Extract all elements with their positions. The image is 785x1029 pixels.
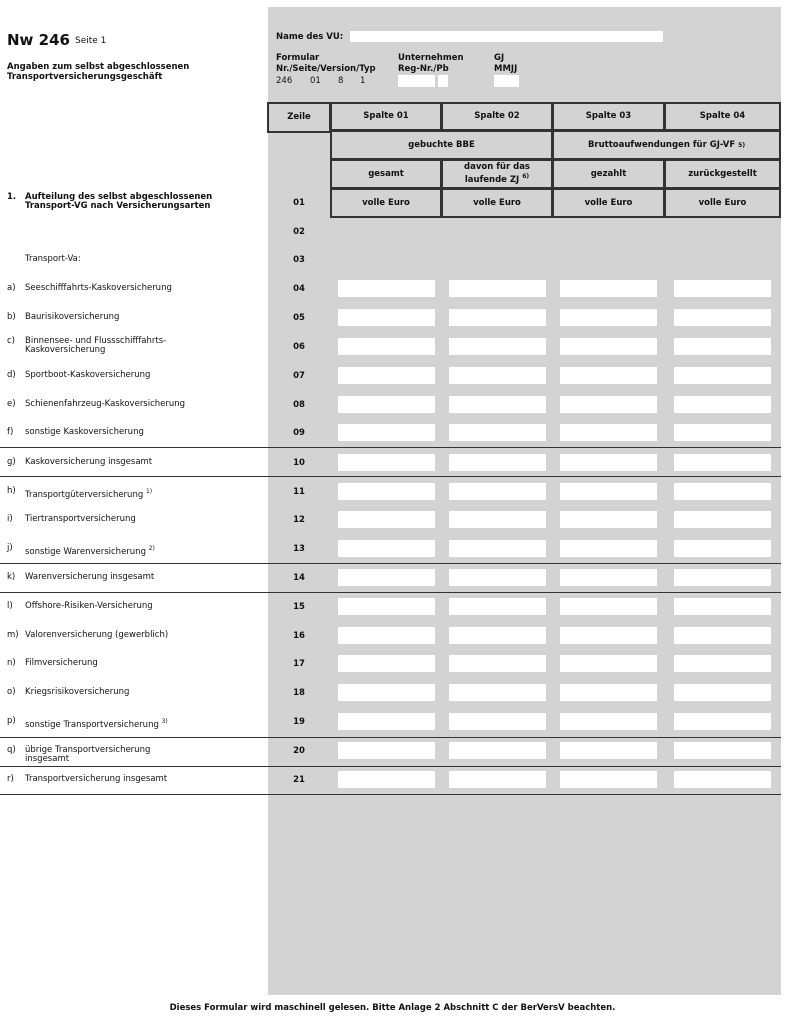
- input-cell-spalte-03[interactable]: [560, 713, 657, 730]
- input-cell-spalte-03[interactable]: [560, 742, 657, 759]
- row-number: 20: [293, 746, 305, 756]
- row-label: [7, 659, 257, 668]
- input-cell-spalte-04[interactable]: [674, 742, 771, 759]
- group-bruttoaufwendungen-label: Bruttoaufwendungen für GJ-VF: [587, 139, 736, 150]
- input-cell-spalte-02[interactable]: [449, 742, 546, 759]
- input-cell-spalte-02[interactable]: [449, 598, 546, 615]
- input-cell-spalte-01[interactable]: [338, 713, 435, 730]
- input-cell-spalte-02[interactable]: [449, 684, 546, 701]
- row-number: 16: [293, 631, 305, 641]
- header-spalte-02: Spalte 02: [441, 102, 553, 131]
- unit-col-03: volle Euro: [552, 188, 665, 218]
- row-number: 18: [293, 688, 305, 698]
- footnote-ref: 5): [738, 141, 746, 149]
- formular-typ: 1: [360, 76, 366, 86]
- row-label-text: Warenversicherung insgesamt: [25, 572, 155, 582]
- input-cell-spalte-04[interactable]: [674, 627, 771, 644]
- form-code: Nw 246: [7, 31, 70, 49]
- formular-nr: 246: [276, 76, 293, 86]
- row-separator: [0, 737, 781, 738]
- input-cell-spalte-03[interactable]: [560, 569, 657, 586]
- sub-laufendes-zj-label: davon für das laufende ZJ: [464, 162, 530, 185]
- row-label: [7, 544, 257, 557]
- input-cell-spalte-04[interactable]: [674, 569, 771, 586]
- input-cell-spalte-03[interactable]: [560, 454, 657, 471]
- row-label-text: Binnensee- und Flussschifffahrts-Kaskoversicherung: [25, 336, 167, 355]
- row-prefix: o): [7, 687, 16, 697]
- input-cell-spalte-04[interactable]: [674, 713, 771, 730]
- row-label: [7, 400, 257, 409]
- input-cell-spalte-01[interactable]: [338, 424, 435, 441]
- input-cell-spalte-04[interactable]: [674, 280, 771, 297]
- sub-zurueckgestellt: zurückgestellt: [664, 159, 781, 189]
- input-cell-spalte-01[interactable]: [338, 771, 435, 788]
- input-cell-spalte-03[interactable]: [560, 483, 657, 500]
- input-cell-spalte-03[interactable]: [560, 367, 657, 384]
- row-label: [7, 487, 257, 500]
- row-prefix: r): [7, 774, 14, 784]
- input-cell-spalte-03[interactable]: [560, 309, 657, 326]
- input-cell-spalte-04[interactable]: [674, 367, 771, 384]
- row-number: 01: [293, 198, 305, 208]
- footnote-ref: 6): [522, 173, 530, 181]
- row-label-text: sonstige Warenversicherung: [25, 546, 146, 557]
- input-cell-spalte-02[interactable]: [449, 454, 546, 471]
- input-cell-spalte-01[interactable]: [338, 569, 435, 586]
- input-cell-spalte-04[interactable]: [674, 338, 771, 355]
- input-cell-spalte-04[interactable]: [674, 396, 771, 413]
- input-cell-spalte-03[interactable]: [560, 771, 657, 788]
- unit-col-04: volle Euro: [664, 188, 781, 218]
- footnote-ref: 1): [145, 488, 153, 495]
- input-cell-spalte-01[interactable]: [338, 338, 435, 355]
- input-cell-spalte-01[interactable]: [338, 483, 435, 500]
- row-number: 14: [293, 573, 305, 583]
- input-cell-spalte-04[interactable]: [674, 309, 771, 326]
- row-prefix: k): [7, 572, 16, 582]
- input-cell-spalte-04[interactable]: [674, 511, 771, 528]
- input-cell-spalte-04[interactable]: [674, 771, 771, 788]
- sub-laufendes-zj: [441, 159, 553, 189]
- row-label-text: Baurisikoversicherung: [25, 312, 120, 322]
- row-number: 05: [293, 313, 305, 323]
- sub-gesamt: gesamt: [330, 159, 442, 189]
- input-cell-spalte-03[interactable]: [560, 396, 657, 413]
- row-number: 21: [293, 775, 305, 785]
- input-cell-spalte-04[interactable]: [674, 598, 771, 615]
- row-label-text: sonstige Transportversicherung: [25, 719, 159, 730]
- row-prefix: d): [7, 370, 16, 380]
- input-cell-spalte-02[interactable]: [449, 627, 546, 644]
- unternehmen-label: Unternehmen: [398, 53, 464, 63]
- formular-label: Formular: [276, 53, 320, 63]
- input-cell-spalte-04[interactable]: [674, 655, 771, 672]
- row-prefix: e): [7, 399, 16, 409]
- row-prefix: 1.: [7, 192, 17, 202]
- unit-col-02: volle Euro: [441, 188, 553, 218]
- row-number: 13: [293, 544, 305, 554]
- row-label: [7, 515, 257, 524]
- formular-seite: 01: [310, 76, 321, 86]
- formular-version: 8: [338, 76, 344, 86]
- gj-input[interactable]: [494, 75, 519, 87]
- unit-col-01: volle Euro: [330, 188, 442, 218]
- row-prefix: p): [7, 716, 16, 726]
- row-label: [7, 458, 257, 467]
- row-number: 11: [293, 487, 305, 497]
- row-label-text: Offshore-Risiken-Versicherung: [25, 601, 153, 611]
- sub-gezahlt: gezahlt: [552, 159, 665, 189]
- input-cell-spalte-01[interactable]: [338, 655, 435, 672]
- form-subtitle: Angaben zum selbst abgeschlossenen Transportversicherungsgeschäft: [7, 62, 190, 82]
- row-number: 03: [293, 255, 305, 265]
- gj-format-label: MMJJ: [494, 64, 518, 74]
- gj-label: GJ: [494, 53, 505, 63]
- row-label: [7, 688, 257, 697]
- row-number: 19: [293, 717, 305, 727]
- row-label-text: sonstige Kaskoversicherung: [25, 427, 144, 437]
- row-number: 17: [293, 659, 305, 669]
- row-number: 12: [293, 515, 305, 525]
- input-cell-spalte-02[interactable]: [449, 483, 546, 500]
- input-cell-spalte-01[interactable]: [338, 598, 435, 615]
- row-prefix: m): [7, 630, 19, 640]
- input-cell-spalte-01[interactable]: [338, 627, 435, 644]
- header-spalte-03: Spalte 03: [552, 102, 665, 131]
- input-cell-spalte-01[interactable]: [338, 396, 435, 413]
- row-label-text: übrige Transportversicherung insgesamt: [25, 745, 151, 764]
- row-label-text: Transport-Va:: [25, 254, 81, 264]
- row-number: 09: [293, 428, 305, 438]
- input-cell-spalte-03[interactable]: [560, 627, 657, 644]
- input-cell-spalte-01[interactable]: [338, 511, 435, 528]
- row-label: [7, 631, 257, 640]
- row-label: [7, 313, 257, 322]
- page-number: Seite 1: [75, 36, 107, 46]
- header-zeile: Zeile: [267, 102, 331, 133]
- input-cell-spalte-02[interactable]: [449, 713, 546, 730]
- row-label: [7, 717, 257, 730]
- input-cell-spalte-01[interactable]: [338, 742, 435, 759]
- row-number: 08: [293, 400, 305, 410]
- input-cell-spalte-02[interactable]: [449, 309, 546, 326]
- row-label: [25, 255, 275, 264]
- header-spalte-01: Spalte 01: [330, 102, 442, 131]
- row-label-text: Tiertransportversicherung: [25, 514, 136, 524]
- row-separator: [0, 794, 781, 795]
- row-label-text: Kriegsrisikoversicherung: [25, 687, 130, 697]
- row-prefix: h): [7, 486, 16, 496]
- input-cell-spalte-01[interactable]: [338, 684, 435, 701]
- row-separator: [0, 563, 781, 564]
- row-separator: [0, 476, 781, 477]
- header-spalte-04: Spalte 04: [664, 102, 781, 131]
- row-label-text: Filmversicherung: [25, 658, 98, 668]
- row-label: [7, 284, 257, 293]
- row-label: [7, 746, 257, 764]
- input-cell-spalte-01[interactable]: [338, 280, 435, 297]
- row-separator: [0, 447, 781, 448]
- row-label: [7, 371, 257, 380]
- input-cell-spalte-01[interactable]: [338, 367, 435, 384]
- row-number: 10: [293, 458, 305, 468]
- row-number: 15: [293, 602, 305, 612]
- group-bruttoaufwendungen: [552, 130, 781, 160]
- row-prefix: c): [7, 336, 15, 346]
- input-cell-spalte-03[interactable]: [560, 338, 657, 355]
- input-cell-spalte-04[interactable]: [674, 483, 771, 500]
- row-number: 06: [293, 342, 305, 352]
- input-cell-spalte-02[interactable]: [449, 338, 546, 355]
- input-cell-spalte-01[interactable]: [338, 454, 435, 471]
- input-cell-spalte-02[interactable]: [449, 396, 546, 413]
- row-label: [7, 337, 257, 355]
- row-label-text: Kaskoversicherung insgesamt: [25, 457, 153, 467]
- input-cell-spalte-02[interactable]: [449, 511, 546, 528]
- input-cell-spalte-03[interactable]: [560, 540, 657, 557]
- input-cell-spalte-04[interactable]: [674, 540, 771, 557]
- input-cell-spalte-02[interactable]: [449, 280, 546, 297]
- input-cell-spalte-02[interactable]: [449, 367, 546, 384]
- row-number: 07: [293, 371, 305, 381]
- input-cell-spalte-04[interactable]: [674, 684, 771, 701]
- input-cell-spalte-02[interactable]: [449, 569, 546, 586]
- name-input[interactable]: [350, 31, 663, 42]
- row-label-text: Schienenfahrzeug-Kaskoversicherung: [25, 399, 186, 409]
- row-prefix: g): [7, 457, 16, 467]
- row-prefix: j): [7, 543, 13, 553]
- input-cell-spalte-03[interactable]: [560, 655, 657, 672]
- input-cell-spalte-03[interactable]: [560, 511, 657, 528]
- row-label: [7, 428, 257, 437]
- row-separator: [0, 766, 781, 767]
- name-label: Name des VU:: [276, 32, 344, 42]
- row-label: [7, 193, 257, 211]
- input-cell-spalte-04[interactable]: [674, 454, 771, 471]
- row-label-text: Aufteilung des selbst abgeschlossenen Transport-VG nach Versicherungsarten: [25, 192, 213, 211]
- input-cell-spalte-01[interactable]: [338, 540, 435, 557]
- group-gebuchte-bbe: gebuchte BBE: [330, 130, 553, 160]
- row-label: [7, 573, 257, 582]
- row-prefix: a): [7, 283, 16, 293]
- row-prefix: b): [7, 312, 16, 322]
- row-number: 02: [293, 227, 305, 237]
- formular-label-detail: Nr./Seite/Version/Typ: [276, 64, 376, 74]
- input-cell-spalte-02[interactable]: [449, 540, 546, 557]
- input-cell-spalte-02[interactable]: [449, 424, 546, 441]
- row-label-text: Seeschifffahrts-Kaskoversicherung: [25, 283, 172, 293]
- input-cell-spalte-01[interactable]: [338, 309, 435, 326]
- row-label-text: Transportversicherung insgesamt: [25, 774, 168, 784]
- row-separator: [0, 592, 781, 593]
- footnote-ref: 3): [161, 718, 168, 725]
- footer-note: Dieses Formular wird maschinell gelesen. Bitte Anlage 2 Abschnitt C der BerVersV beachten.: [169, 1003, 616, 1013]
- input-cell-spalte-03[interactable]: [560, 684, 657, 701]
- input-cell-spalte-04[interactable]: [674, 424, 771, 441]
- row-label: [7, 775, 257, 784]
- pb-input[interactable]: [438, 75, 448, 87]
- row-number: 04: [293, 284, 305, 294]
- reg-nr-input[interactable]: [398, 75, 435, 87]
- footnote-ref: 2): [148, 545, 155, 552]
- input-cell-spalte-03[interactable]: [560, 280, 657, 297]
- row-prefix: f): [7, 427, 14, 437]
- unternehmen-label-detail: Reg-Nr./Pb: [398, 64, 449, 74]
- row-prefix: n): [7, 658, 16, 668]
- row-label: [7, 602, 257, 611]
- row-prefix: l): [7, 601, 13, 611]
- input-cell-spalte-03[interactable]: [560, 598, 657, 615]
- row-prefix: i): [7, 514, 13, 524]
- row-label-text: Valorenversicherung (gewerblich): [25, 630, 169, 640]
- input-cell-spalte-02[interactable]: [449, 655, 546, 672]
- row-prefix: q): [7, 745, 16, 755]
- row-label-text: Transportgüterversicherung: [25, 489, 144, 500]
- input-cell-spalte-03[interactable]: [560, 424, 657, 441]
- row-label-text: Sportboot-Kaskoversicherung: [25, 370, 151, 380]
- input-cell-spalte-02[interactable]: [449, 771, 546, 788]
